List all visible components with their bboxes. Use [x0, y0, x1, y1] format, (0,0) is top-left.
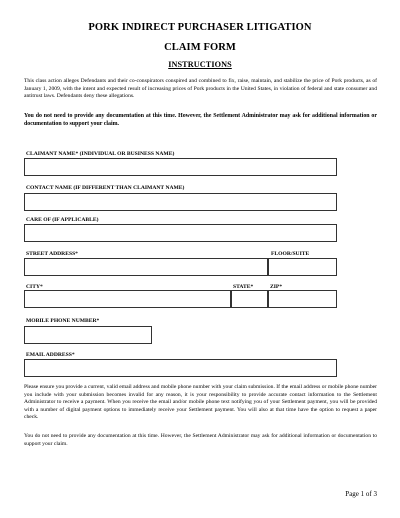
city-label: CITY* — [26, 284, 43, 290]
contact-name-input[interactable] — [24, 193, 337, 211]
documentation-notice: You do not need to provide any documentation at this time. However, the Settlement Administrator may ask for additional information or documentation to support your claim. — [24, 113, 377, 127]
email-label: EMAIL ADDRESS* — [26, 352, 75, 358]
mobile-phone-label: MOBILE PHONE NUMBER* — [26, 318, 100, 324]
claimant-name-input[interactable] — [24, 158, 337, 176]
mobile-phone-input[interactable] — [24, 326, 152, 344]
page-number: Page 1 of 3 — [345, 490, 377, 498]
zip-label: ZIP* — [270, 284, 283, 290]
claimant-name-label: CLAIMANT NAME* (INDIVIDUAL OR BUSINESS NAME) — [26, 151, 175, 157]
city-input[interactable] — [24, 290, 231, 308]
floor-suite-label: FLOOR/SUITE — [271, 251, 310, 257]
care-of-label: CARE OF (IF APPLICABLE) — [26, 217, 99, 223]
document-title: PORK INDIRECT PURCHASER LITIGATION — [88, 22, 312, 33]
zip-input[interactable] — [268, 290, 337, 308]
state-label: STATE* — [233, 284, 254, 290]
contact-info-paragraph: Please ensure you provide a current, valid email address and mobile phone number with your claim submission. If the email address or mobile phone number you include with your submission becomes invalid for any reason, it is your responsibility to provide accurate contact information to the Settlement Administrator to receive a payment. When you receive the email and/or mobile phone text notifying you of your Settlement payment, you will be provided with a number of digital payment options to immediately receive your Settlement payment. You will also at that time have the option to request a paper check. — [24, 384, 377, 421]
form-title: CLAIM FORM — [164, 42, 236, 53]
street-address-label: STREET ADDRESS* — [26, 251, 78, 257]
email-input[interactable] — [24, 359, 337, 377]
intro-paragraph: This class action alleges Defendants and their co-conspirators conspired and combined to fix, raise, maintain, and stabilize the price of Pork products, as of January 1, 2009, with the intent and expected result of increasing prices of Pork products in the United States, in violation of federal and state consumer and antitrust laws. Defendants deny these allegations. — [24, 78, 377, 100]
instructions-heading: INSTRUCTIONS — [168, 60, 232, 69]
state-input[interactable] — [231, 290, 268, 308]
floor-suite-input[interactable] — [268, 258, 337, 276]
care-of-input[interactable] — [24, 224, 337, 242]
street-address-input[interactable] — [24, 258, 268, 276]
documentation-paragraph: You do not need to provide any documentation at this time. However, the Settlement Administrator may ask for additional information or documentation to support your claim. — [24, 433, 377, 447]
contact-name-label: CONTACT NAME (IF DIFFERENT THAN CLAIMANT NAME) — [26, 185, 185, 191]
